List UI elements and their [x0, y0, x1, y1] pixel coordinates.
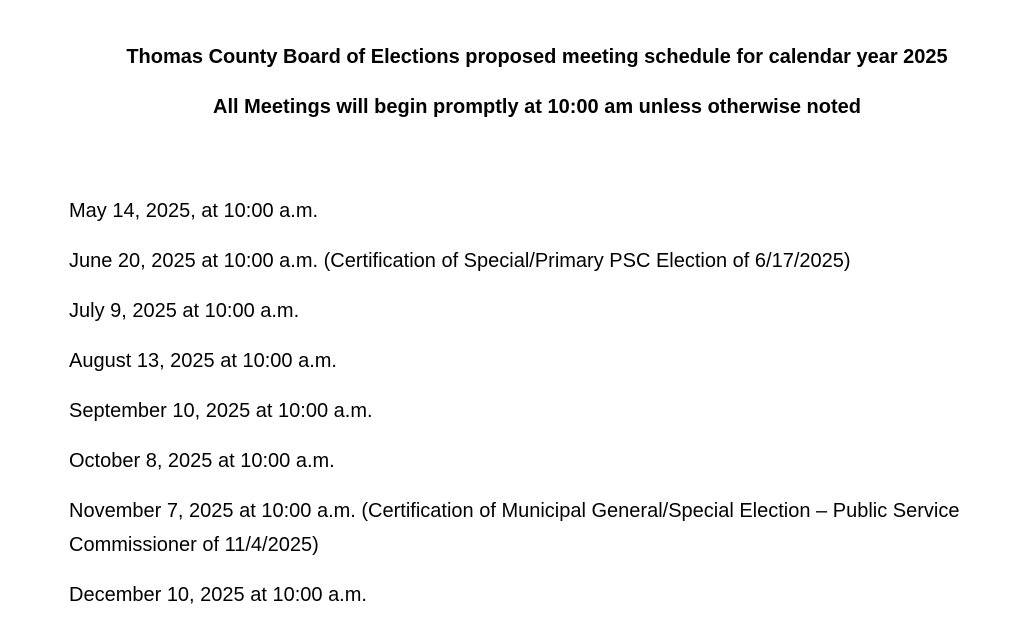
meeting-list — [69, 194, 979, 628]
meeting-item: December 10, 2025 at 10:00 a.m. — [69, 584, 367, 606]
meeting-item: July 9, 2025 at 10:00 a.m. — [69, 300, 300, 322]
meeting-item: September 10, 2025 at 10:00 a.m. — [69, 400, 373, 422]
document-title: Thomas County Board of Elections proposed meeting schedule for calendar year 2025 — [126, 46, 948, 68]
meeting-item: October 8, 2025 at 10:00 a.m. — [69, 450, 335, 472]
meeting-item: May 14, 2025, at 10:00 a.m. — [69, 200, 319, 222]
document-subtitle: All Meetings will begin promptly at 10:00 am unless otherwise noted — [213, 96, 861, 118]
meeting-item: November 7, 2025 at 10:00 a.m. (Certification of Municipal General/Special Election – Public Service Commissioner of 11/4/2025) — [69, 500, 960, 556]
meeting-item: June 20, 2025 at 10:00 a.m. (Certification of Special/Primary PSC Election of 6/17/2025) — [69, 250, 851, 272]
meeting-item: August 13, 2025 at 10:00 a.m. — [69, 350, 337, 372]
